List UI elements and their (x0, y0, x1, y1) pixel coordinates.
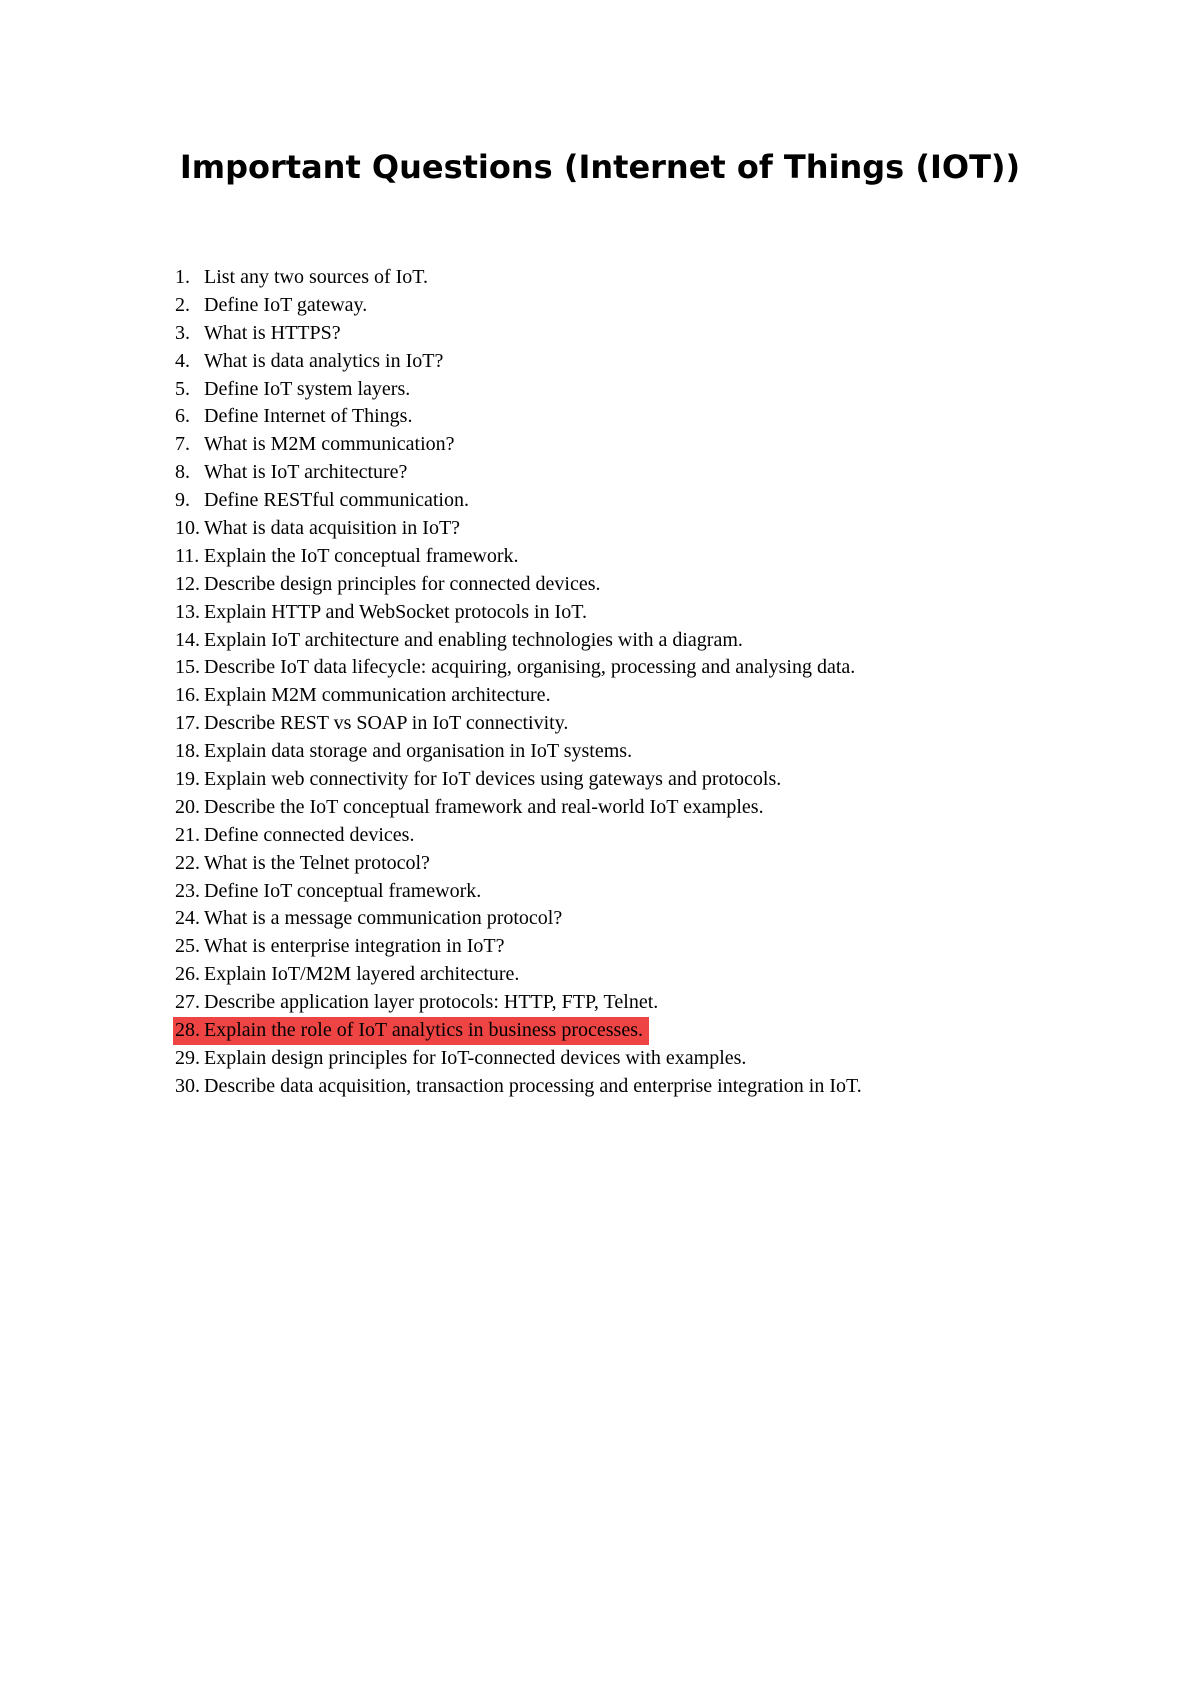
question-text: Define RESTful communication. (204, 489, 469, 512)
question-text: What is M2M communication? (204, 433, 455, 456)
question-item (175, 571, 862, 599)
question-number: 25. (175, 935, 200, 958)
question-line (175, 433, 455, 455)
question-item (175, 1073, 862, 1101)
question-number: 26. (175, 963, 200, 986)
document-title: Important Questions (Internet of Things (IOT)) (179, 148, 1021, 186)
question-number: 27. (175, 991, 200, 1014)
question-item (175, 348, 862, 376)
question-number: 24. (175, 907, 200, 930)
question-item (175, 543, 862, 571)
question-line (175, 768, 781, 790)
question-line (175, 350, 443, 372)
question-line (175, 1047, 746, 1069)
question-item (175, 738, 862, 766)
question-text: Explain data storage and organisation in IoT systems. (204, 740, 633, 763)
question-line (175, 684, 551, 706)
question-text: Describe REST vs SOAP in IoT connectivity. (204, 712, 569, 735)
question-text: Define IoT gateway. (204, 293, 368, 316)
question-line (175, 601, 587, 623)
question-item (175, 794, 862, 822)
question-text: Define IoT conceptual framework. (204, 879, 482, 902)
question-line (175, 963, 519, 985)
question-number: 28. (175, 1019, 200, 1042)
question-number: 30. (175, 1074, 200, 1097)
question-line (175, 824, 414, 846)
question-number: 3. (175, 321, 190, 344)
question-line (175, 545, 519, 567)
question-text: Describe design principles for connected devices. (204, 572, 601, 595)
question-number: 4. (175, 349, 190, 372)
question-item (175, 320, 862, 348)
highlighted-question (173, 1017, 649, 1045)
question-item (175, 878, 862, 906)
question-item (175, 822, 862, 850)
question-item (175, 933, 862, 961)
question-item (175, 376, 862, 404)
question-line (175, 629, 743, 651)
question-line (175, 712, 568, 734)
question-line (175, 405, 412, 427)
question-text: Explain the role of IoT analytics in business processes. (204, 1019, 643, 1042)
question-text: Explain IoT architecture and enabling technologies with a diagram. (204, 628, 743, 651)
question-text: Explain web connectivity for IoT devices using gateways and protocols. (204, 768, 782, 791)
question-number: 1. (175, 266, 190, 288)
question-item (175, 264, 862, 292)
question-item (175, 654, 862, 682)
question-number: 14. (175, 628, 200, 651)
question-line (175, 489, 469, 511)
question-text: Define connected devices. (204, 823, 415, 846)
question-number: 6. (175, 405, 190, 428)
question-line (175, 266, 428, 288)
question-line (175, 796, 764, 818)
question-item (175, 292, 862, 320)
question-number: 11. (175, 544, 200, 567)
question-text: Explain IoT/M2M layered architecture. (204, 963, 520, 986)
question-item (175, 599, 862, 627)
question-item (175, 487, 862, 515)
question-list (175, 264, 862, 1101)
question-text: Describe IoT data lifecycle: acquiring, organising, processing and analysing data. (204, 656, 856, 679)
question-number: 20. (175, 795, 200, 818)
question-item (175, 515, 862, 543)
question-number: 12. (175, 572, 200, 595)
question-number: 19. (175, 768, 200, 791)
question-item (175, 961, 862, 989)
question-number: 9. (175, 489, 190, 512)
question-text: Define IoT system layers. (204, 377, 411, 400)
question-item (175, 431, 862, 459)
question-item (175, 1017, 862, 1045)
question-line (175, 656, 855, 678)
question-line (175, 294, 367, 316)
question-line (175, 573, 601, 595)
question-number: 16. (175, 684, 200, 707)
question-text: Explain HTTP and WebSocket protocols in IoT. (204, 600, 587, 623)
question-number: 22. (175, 851, 200, 874)
question-item (175, 459, 862, 487)
question-line (175, 991, 658, 1013)
question-item (175, 766, 862, 794)
question-text: What is the Telnet protocol? (204, 851, 430, 874)
question-line (175, 517, 460, 539)
question-item (175, 682, 862, 710)
question-line (175, 852, 430, 874)
question-line (175, 1075, 862, 1097)
question-line (175, 378, 410, 400)
question-number: 7. (175, 433, 190, 456)
question-text: What is enterprise integration in IoT? (204, 935, 505, 958)
question-text: What is IoT architecture? (204, 461, 408, 484)
question-number: 13. (175, 600, 200, 623)
question-text: Describe the IoT conceptual framework and real-world IoT examples. (204, 795, 764, 818)
question-text: Describe data acquisition, transaction processing and enterprise integration in IoT. (204, 1074, 862, 1097)
question-item (175, 627, 862, 655)
question-text: What is HTTPS? (204, 321, 341, 344)
question-number: 23. (175, 879, 200, 902)
question-text: List any two sources of IoT. (204, 266, 429, 288)
question-line (175, 740, 632, 762)
question-item (175, 403, 862, 431)
question-text: Explain design principles for IoT-connected devices with examples. (204, 1046, 747, 1069)
question-line (175, 907, 562, 929)
question-number: 29. (175, 1046, 200, 1069)
question-line (175, 461, 407, 483)
question-line (175, 880, 481, 902)
question-text: Describe application layer protocols: HTTP, FTP, Telnet. (204, 991, 659, 1014)
question-line (175, 935, 504, 957)
question-text: What is data analytics in IoT? (204, 349, 444, 372)
question-number: 17. (175, 712, 200, 735)
question-item (175, 850, 862, 878)
question-number: 18. (175, 740, 200, 763)
question-text: Define Internet of Things. (204, 405, 413, 428)
question-item (175, 989, 862, 1017)
question-text: Explain the IoT conceptual framework. (204, 544, 519, 567)
question-number: 5. (175, 377, 190, 400)
question-number: 15. (175, 656, 200, 679)
question-item (175, 710, 862, 738)
question-number: 2. (175, 293, 190, 316)
question-text: What is a message communication protocol? (204, 907, 563, 930)
question-text: Explain M2M communication architecture. (204, 684, 551, 707)
question-line (175, 322, 341, 344)
question-number: 21. (175, 823, 200, 846)
question-item (175, 905, 862, 933)
question-number: 10. (175, 517, 200, 540)
question-number: 8. (175, 461, 190, 484)
question-item (175, 1045, 862, 1073)
question-text: What is data acquisition in IoT? (204, 517, 461, 540)
